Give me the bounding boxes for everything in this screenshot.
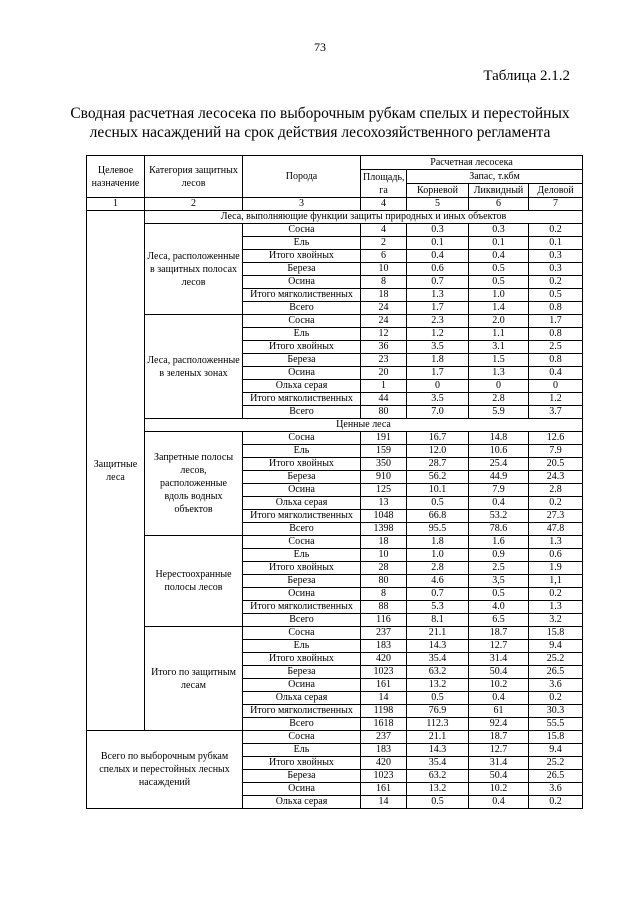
root-stock-cell: 8.1	[407, 614, 469, 627]
liquid-stock-cell: 3,5	[469, 575, 529, 588]
document-title: Сводная расчетная лесосека по выборочным рубкам спелых и перестойных лесных насаждений на срок действия лесохозяйственного регламента	[70, 105, 570, 141]
liquid-stock-cell: 12.7	[469, 744, 529, 757]
area-cell: 237	[361, 627, 407, 640]
root-stock-cell: 3.5	[407, 393, 469, 406]
liquid-stock-cell: 1.1	[469, 328, 529, 341]
root-stock-cell: 12.0	[407, 445, 469, 458]
category-cell: Запретные полосы лесов, расположенные вдоль водных объектов	[145, 432, 243, 536]
business-stock-cell: 0.6	[529, 549, 583, 562]
liquid-stock-cell: 7.9	[469, 484, 529, 497]
business-stock-cell: 25.2	[529, 653, 583, 666]
column-number: 7	[529, 198, 583, 211]
purpose-cell: Защитные леса	[87, 211, 145, 731]
root-stock-cell: 0.5	[407, 692, 469, 705]
liquid-stock-cell: 0.4	[469, 692, 529, 705]
area-cell: 116	[361, 614, 407, 627]
species-cell: Ольха серая	[243, 380, 361, 393]
species-cell: Сосна	[243, 315, 361, 328]
header-category: Категория защитных лесов	[145, 156, 243, 198]
root-stock-cell: 1.0	[407, 549, 469, 562]
species-cell: Осина	[243, 367, 361, 380]
root-stock-cell: 4.6	[407, 575, 469, 588]
root-stock-cell: 5.3	[407, 601, 469, 614]
business-stock-cell: 1.3	[529, 601, 583, 614]
business-stock-cell: 27.3	[529, 510, 583, 523]
business-stock-cell: 3.6	[529, 783, 583, 796]
liquid-stock-cell: 10.6	[469, 445, 529, 458]
liquid-stock-cell: 3.1	[469, 341, 529, 354]
species-cell: Осина	[243, 679, 361, 692]
business-stock-cell: 0.2	[529, 692, 583, 705]
business-stock-cell: 1.9	[529, 562, 583, 575]
liquid-stock-cell: 0.5	[469, 588, 529, 601]
root-stock-cell: 2.3	[407, 315, 469, 328]
liquid-stock-cell: 4.0	[469, 601, 529, 614]
liquid-stock-cell: 61	[469, 705, 529, 718]
liquid-stock-cell: 44.9	[469, 471, 529, 484]
area-cell: 1023	[361, 770, 407, 783]
area-cell: 80	[361, 575, 407, 588]
business-stock-cell: 9.4	[529, 744, 583, 757]
root-stock-cell: 0.3	[407, 224, 469, 237]
liquid-stock-cell: 2.5	[469, 562, 529, 575]
species-cell: Ель	[243, 744, 361, 757]
forest-harvest-table	[86, 155, 583, 809]
liquid-stock-cell: 1.3	[469, 367, 529, 380]
header-row	[87, 156, 583, 170]
business-stock-cell: 3.7	[529, 406, 583, 419]
area-cell: 420	[361, 653, 407, 666]
liquid-stock-cell: 6.5	[469, 614, 529, 627]
liquid-stock-cell: 53.2	[469, 510, 529, 523]
header-calc: Расчетная лесосека	[361, 156, 583, 170]
area-cell: 6	[361, 250, 407, 263]
category-cell: Итого по защитным лесам	[145, 627, 243, 731]
root-stock-cell: 1.7	[407, 302, 469, 315]
liquid-stock-cell: 0.4	[469, 497, 529, 510]
liquid-stock-cell: 10.2	[469, 783, 529, 796]
business-stock-cell: 15.8	[529, 627, 583, 640]
page-number: 73	[314, 40, 326, 54]
species-cell: Осина	[243, 484, 361, 497]
business-stock-cell: 7.9	[529, 445, 583, 458]
root-stock-cell: 1.3	[407, 289, 469, 302]
root-stock-cell: 16.7	[407, 432, 469, 445]
section-row	[87, 211, 583, 224]
table-label: Таблица 2.1.2	[483, 68, 570, 84]
column-number: 5	[407, 198, 469, 211]
business-stock-cell: 26.5	[529, 666, 583, 679]
species-cell: Итого хвойных	[243, 458, 361, 471]
liquid-stock-cell: 0.3	[469, 224, 529, 237]
area-cell: 44	[361, 393, 407, 406]
liquid-stock-cell: 1.4	[469, 302, 529, 315]
section-heading: Леса, выполняющие функции защиты природных и иных объектов	[145, 211, 583, 224]
business-stock-cell: 0.8	[529, 328, 583, 341]
species-cell: Итого хвойных	[243, 250, 361, 263]
root-stock-cell: 95.5	[407, 523, 469, 536]
business-stock-cell: 1.3	[529, 536, 583, 549]
header-stock: Запас, т.кбм	[407, 170, 583, 184]
area-cell: 80	[361, 406, 407, 419]
area-cell: 12	[361, 328, 407, 341]
liquid-stock-cell: 12.7	[469, 640, 529, 653]
root-stock-cell: 28.7	[407, 458, 469, 471]
area-cell: 24	[361, 315, 407, 328]
business-stock-cell: 2.5	[529, 341, 583, 354]
business-stock-cell: 20.5	[529, 458, 583, 471]
liquid-stock-cell: 0.5	[469, 263, 529, 276]
species-cell: Осина	[243, 588, 361, 601]
species-cell: Береза	[243, 666, 361, 679]
root-stock-cell: 0.5	[407, 497, 469, 510]
area-cell: 18	[361, 289, 407, 302]
business-stock-cell: 3.6	[529, 679, 583, 692]
area-cell: 1048	[361, 510, 407, 523]
species-cell: Итого хвойных	[243, 562, 361, 575]
root-stock-cell: 63.2	[407, 770, 469, 783]
column-number-row	[87, 198, 583, 211]
root-stock-cell: 35.4	[407, 757, 469, 770]
area-cell: 8	[361, 276, 407, 289]
table-row	[87, 224, 583, 237]
species-cell: Береза	[243, 354, 361, 367]
liquid-stock-cell: 10.2	[469, 679, 529, 692]
business-stock-cell: 0.2	[529, 497, 583, 510]
liquid-stock-cell: 5.9	[469, 406, 529, 419]
liquid-stock-cell: 1.5	[469, 354, 529, 367]
liquid-stock-cell: 18.7	[469, 731, 529, 744]
root-stock-cell: 13.2	[407, 679, 469, 692]
area-cell: 183	[361, 744, 407, 757]
species-cell: Сосна	[243, 224, 361, 237]
business-stock-cell: 1,1	[529, 575, 583, 588]
root-stock-cell: 10.1	[407, 484, 469, 497]
header-area: Площадь, га	[361, 170, 407, 198]
area-cell: 10	[361, 549, 407, 562]
root-stock-cell: 1.8	[407, 536, 469, 549]
area-cell: 23	[361, 354, 407, 367]
category-cell: Нерестоохранные полосы лесов	[145, 536, 243, 627]
table-row	[87, 315, 583, 328]
business-stock-cell: 0.2	[529, 224, 583, 237]
root-stock-cell: 63.2	[407, 666, 469, 679]
table-row	[87, 627, 583, 640]
area-cell: 161	[361, 679, 407, 692]
header-root: Корневой	[407, 184, 469, 198]
table-row	[87, 536, 583, 549]
area-cell: 159	[361, 445, 407, 458]
root-stock-cell: 1.8	[407, 354, 469, 367]
business-stock-cell: 0	[529, 380, 583, 393]
business-stock-cell: 0.4	[529, 367, 583, 380]
area-cell: 1618	[361, 718, 407, 731]
area-cell: 18	[361, 536, 407, 549]
root-stock-cell: 1.2	[407, 328, 469, 341]
species-cell: Береза	[243, 770, 361, 783]
area-cell: 191	[361, 432, 407, 445]
species-cell: Ольха серая	[243, 796, 361, 809]
root-stock-cell: 0.1	[407, 237, 469, 250]
business-stock-cell: 3.2	[529, 614, 583, 627]
section-heading: Ценные леса	[145, 419, 583, 432]
area-cell: 1023	[361, 666, 407, 679]
business-stock-cell: 0.2	[529, 796, 583, 809]
species-cell: Ольха серая	[243, 692, 361, 705]
area-cell: 2	[361, 237, 407, 250]
business-stock-cell: 12.6	[529, 432, 583, 445]
area-cell: 28	[361, 562, 407, 575]
total-label-cell: Всего по выборочным рубкам спелых и перестойных лесных насаждений	[87, 731, 243, 809]
area-cell: 161	[361, 783, 407, 796]
business-stock-cell: 0.3	[529, 250, 583, 263]
liquid-stock-cell: 0.4	[469, 250, 529, 263]
area-cell: 1398	[361, 523, 407, 536]
species-cell: Ель	[243, 237, 361, 250]
root-stock-cell: 35.4	[407, 653, 469, 666]
business-stock-cell: 26.5	[529, 770, 583, 783]
business-stock-cell: 0.3	[529, 263, 583, 276]
root-stock-cell: 14.3	[407, 640, 469, 653]
species-cell: Ель	[243, 549, 361, 562]
species-cell: Всего	[243, 718, 361, 731]
area-cell: 20	[361, 367, 407, 380]
area-cell: 36	[361, 341, 407, 354]
root-stock-cell: 112.3	[407, 718, 469, 731]
species-cell: Итого мягколиственных	[243, 510, 361, 523]
column-number: 3	[243, 198, 361, 211]
area-cell: 183	[361, 640, 407, 653]
species-cell: Ель	[243, 445, 361, 458]
liquid-stock-cell: 2.0	[469, 315, 529, 328]
species-cell: Итого хвойных	[243, 653, 361, 666]
liquid-stock-cell: 78.6	[469, 523, 529, 536]
root-stock-cell: 21.1	[407, 627, 469, 640]
business-stock-cell: 47.8	[529, 523, 583, 536]
root-stock-cell: 0.7	[407, 588, 469, 601]
root-stock-cell: 66.8	[407, 510, 469, 523]
category-cell: Леса, расположенные в защитных полосах лесов	[145, 224, 243, 315]
table-row	[87, 432, 583, 445]
area-cell: 125	[361, 484, 407, 497]
species-cell: Итого хвойных	[243, 341, 361, 354]
species-cell: Итого мягколиственных	[243, 705, 361, 718]
table-row	[87, 731, 583, 744]
species-cell: Сосна	[243, 432, 361, 445]
business-stock-cell: 0.8	[529, 302, 583, 315]
area-cell: 10	[361, 263, 407, 276]
business-stock-cell: 1.7	[529, 315, 583, 328]
root-stock-cell: 0.5	[407, 796, 469, 809]
liquid-stock-cell: 0.4	[469, 796, 529, 809]
area-cell: 910	[361, 471, 407, 484]
species-cell: Осина	[243, 276, 361, 289]
business-stock-cell: 0.1	[529, 237, 583, 250]
area-cell: 14	[361, 796, 407, 809]
species-cell: Всего	[243, 406, 361, 419]
liquid-stock-cell: 2.8	[469, 393, 529, 406]
liquid-stock-cell: 1.0	[469, 289, 529, 302]
root-stock-cell: 14.3	[407, 744, 469, 757]
business-stock-cell: 9.4	[529, 640, 583, 653]
root-stock-cell: 76.9	[407, 705, 469, 718]
liquid-stock-cell: 50.4	[469, 770, 529, 783]
liquid-stock-cell: 0.1	[469, 237, 529, 250]
column-number: 2	[145, 198, 243, 211]
species-cell: Итого мягколиственных	[243, 393, 361, 406]
business-stock-cell: 24.3	[529, 471, 583, 484]
root-stock-cell: 0	[407, 380, 469, 393]
category-cell: Леса, расположенные в зеленых зонах	[145, 315, 243, 419]
column-number: 4	[361, 198, 407, 211]
liquid-stock-cell: 31.4	[469, 653, 529, 666]
column-number: 1	[87, 198, 145, 211]
area-cell: 14	[361, 692, 407, 705]
business-stock-cell: 25.2	[529, 757, 583, 770]
root-stock-cell: 7.0	[407, 406, 469, 419]
business-stock-cell: 0.5	[529, 289, 583, 302]
root-stock-cell: 0.6	[407, 263, 469, 276]
business-stock-cell: 0.2	[529, 276, 583, 289]
area-cell: 420	[361, 757, 407, 770]
area-cell: 8	[361, 588, 407, 601]
liquid-stock-cell: 18.7	[469, 627, 529, 640]
header-purpose: Целевое назначение	[87, 156, 145, 198]
species-cell: Итого хвойных	[243, 757, 361, 770]
species-cell: Осина	[243, 783, 361, 796]
root-stock-cell: 0.7	[407, 276, 469, 289]
header-liquid: Ликвидный	[469, 184, 529, 198]
root-stock-cell: 56.2	[407, 471, 469, 484]
species-cell: Береза	[243, 263, 361, 276]
species-cell: Сосна	[243, 731, 361, 744]
species-cell: Ель	[243, 328, 361, 341]
root-stock-cell: 2.8	[407, 562, 469, 575]
area-cell: 4	[361, 224, 407, 237]
root-stock-cell: 13.2	[407, 783, 469, 796]
liquid-stock-cell: 0.5	[469, 276, 529, 289]
section-row	[87, 419, 583, 432]
species-cell: Сосна	[243, 536, 361, 549]
business-stock-cell: 55.5	[529, 718, 583, 731]
liquid-stock-cell: 1.6	[469, 536, 529, 549]
species-cell: Сосна	[243, 627, 361, 640]
root-stock-cell: 1.7	[407, 367, 469, 380]
business-stock-cell: 30.3	[529, 705, 583, 718]
area-cell: 24	[361, 302, 407, 315]
root-stock-cell: 21.1	[407, 731, 469, 744]
column-number: 6	[469, 198, 529, 211]
area-cell: 13	[361, 497, 407, 510]
header-business: Деловой	[529, 184, 583, 198]
species-cell: Береза	[243, 575, 361, 588]
species-cell: Всего	[243, 302, 361, 315]
species-cell: Итого мягколиственных	[243, 289, 361, 302]
liquid-stock-cell: 0.9	[469, 549, 529, 562]
area-cell: 350	[361, 458, 407, 471]
species-cell: Ель	[243, 640, 361, 653]
liquid-stock-cell: 25.4	[469, 458, 529, 471]
area-cell: 1	[361, 380, 407, 393]
business-stock-cell: 2.8	[529, 484, 583, 497]
area-cell: 1198	[361, 705, 407, 718]
area-cell: 237	[361, 731, 407, 744]
root-stock-cell: 3.5	[407, 341, 469, 354]
business-stock-cell: 1.2	[529, 393, 583, 406]
species-cell: Всего	[243, 523, 361, 536]
liquid-stock-cell: 14.8	[469, 432, 529, 445]
business-stock-cell: 15.8	[529, 731, 583, 744]
business-stock-cell: 0.8	[529, 354, 583, 367]
business-stock-cell: 0.2	[529, 588, 583, 601]
species-cell: Береза	[243, 471, 361, 484]
liquid-stock-cell: 50.4	[469, 666, 529, 679]
liquid-stock-cell: 92.4	[469, 718, 529, 731]
species-cell: Всего	[243, 614, 361, 627]
header-species: Порода	[243, 156, 361, 198]
root-stock-cell: 0.4	[407, 250, 469, 263]
species-cell: Итого мягколиственных	[243, 601, 361, 614]
liquid-stock-cell: 31.4	[469, 757, 529, 770]
area-cell: 88	[361, 601, 407, 614]
species-cell: Ольха серая	[243, 497, 361, 510]
liquid-stock-cell: 0	[469, 380, 529, 393]
